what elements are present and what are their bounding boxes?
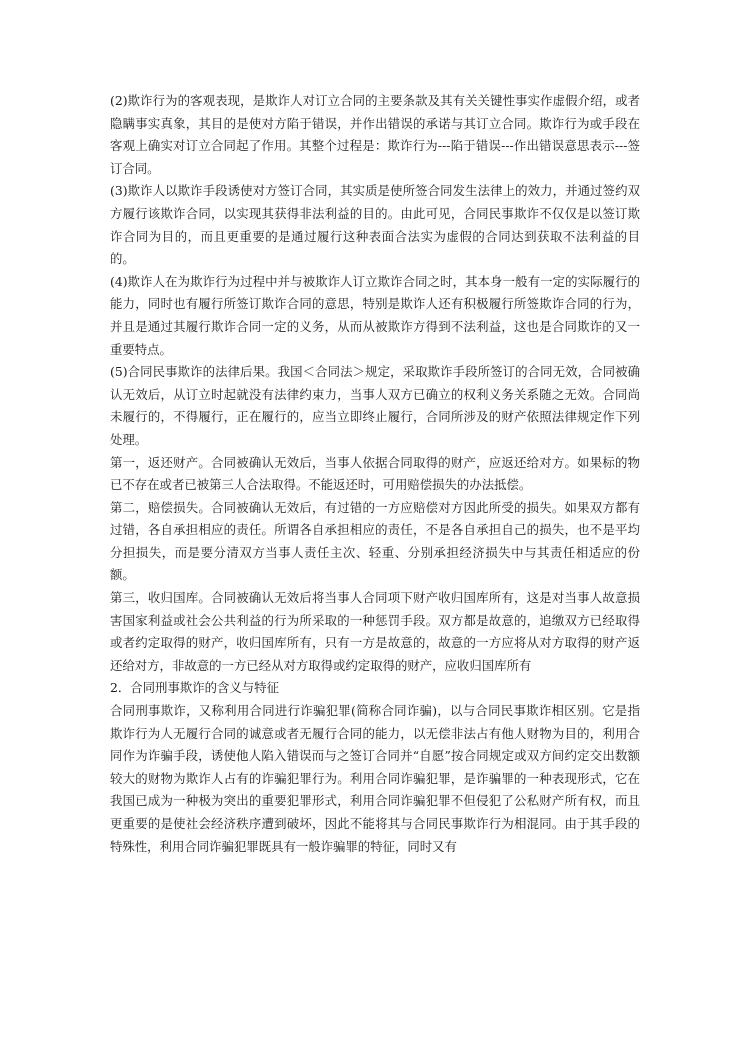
paragraph-3-essence-of-fraud: (3)欺诈人以欺诈手段诱使对方签订合同，其实质是使所签合同发生法律上的效力，并通过签约双方履行该欺诈合同，以实现其获得非法利益的目的。由此可见，合同民事欺诈不仅仅是以签订欺诈合同为目的，而且更重要的是通过履行这种表面合法实为虚假的合同达到获取不法利益的目的。: [110, 183, 640, 267]
paragraph-compensate-loss: 第二，赔偿损失。合同被确认无效后，有过错的一方应赔偿对方因此所受的损失。如果双方都有过错，各自承担相应的责任。所谓各自承担相应的责任，不是各自承担自己的损失，也不是平均分担损失，而是要分清双方当事人责任主次、轻重、分别承担经济损失中与其责任相适应的份额。: [110, 499, 640, 583]
section-heading-criminal-fraud: 2．合同刑事欺诈的含义与特征: [110, 680, 279, 696]
paragraph-confiscation: 第三，收归国库。合同被确认无效后将当事人合同项下财产收归国库所有，这是对当事人故意损害国家利益或社会公共利益的行为所采取的一种惩罚手段。双方都是故意的，追缴双方已经取得或者约定取得的财产，收归国库所有，只有一方是故意的，故意的一方应将从对方取得的财产返还给对方，非故意的一方已经从对方取得或约定取得的财产，应收归国库所有: [110, 590, 640, 673]
paragraph-4-performance-ability: (4)欺诈人在为欺诈行为过程中并与被欺诈人订立欺诈合同之时，其本身一般有一定的实际履行的能力，同时也有履行所签订欺诈合同的意思，特别是欺诈人还有积极履行所签欺诈合同的行为，并且是通过其履行欺诈合同一定的义务，从而从被欺诈方得到不法利益，这也是合同欺诈的又一重要特点。: [110, 273, 640, 357]
paragraph-criminal-fraud-definition: 合同刑事欺诈，又称利用合同进行诈骗犯罪(简称合同诈骗)，以与合同民事欺诈相区别。它是指欺诈行为人无履行合同的诚意或者无履行合同的能力，以无偿非法占有他人财物为目的，利用合同作为诈骗手段，诱使他人陷入错误而与之签订合同并“自愿”按合同规定或双方间约定交出数额较大的财物为欺诈人占有的诈骗犯罪行为。利用合同诈骗犯罪，是诈骗罪的一种表现形式，它在我国已成为一种极为突出的重要犯罪形式，利用合同诈骗犯罪不但侵犯了公私财产所有权，而且更重要的是使社会经济秩序遭到破坏，因此不能将其与合同民事欺诈行为相混同。由于其手段的特殊性，利用合同诈骗犯罪既具有一般诈骗罪的特征，同时又有: [110, 703, 640, 854]
document-body: [110, 90, 640, 858]
paragraph-5-legal-consequences: (5)合同民事欺诈的法律后果。我国＜合同法＞规定，采取欺诈手段所签订的合同无效，合同被确认无效后，从订立时起就没有法律约束力，当事人双方已确立的权利义务关系随之无效。合同尚未履行的，不得履行，正在履行的，应当立即终止履行，合同所涉及的财产依照法律规定作下列处理。: [110, 364, 640, 447]
paragraph-return-property: 第一，返还财产。合同被确认无效后，当事人依据合同取得的财产，应返还给对方。如果标的物已不存在或者已被第三人合法取得。不能返还时，可用赔偿损失的办法抵偿。: [110, 454, 640, 493]
paragraph-2-objective-manifestation: (2)欺诈行为的客观表现，是欺诈人对订立合同的主要条款及其有关关键性事实作虚假介绍，或者隐瞒事实真象，其目的是使对方陷于错误，并作出错误的承诺与其订立合同。欺诈行为或手段在客观上确实对订立合同起了作用。其整个过程是：欺诈行为---陷于错误---作出错误意思表示---签订合同。: [110, 93, 640, 176]
